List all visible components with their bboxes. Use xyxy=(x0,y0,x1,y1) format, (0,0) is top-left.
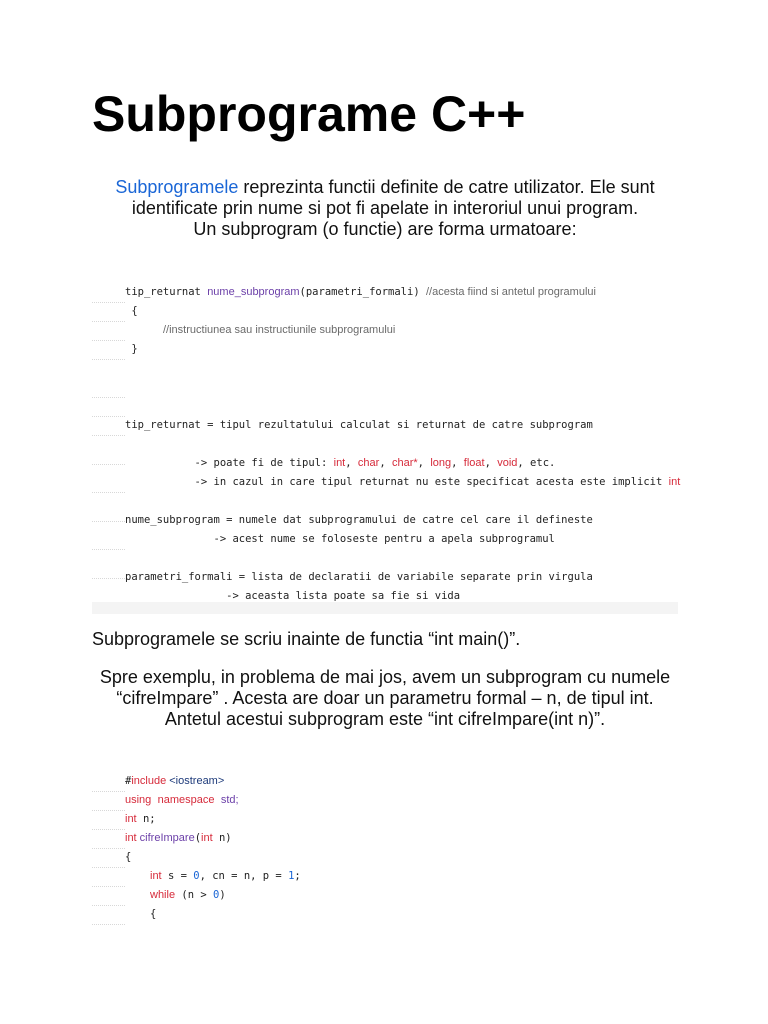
code-comment: //acesta fiind si antetul programului xyxy=(425,286,596,298)
code-function: cifreImpare xyxy=(136,832,195,844)
line-gutter xyxy=(92,868,125,887)
code-line xyxy=(92,830,678,849)
code-line xyxy=(92,398,678,417)
line-gutter xyxy=(92,531,125,550)
code-token: std; xyxy=(220,794,239,806)
code-token: (n > xyxy=(175,889,214,901)
line-gutter xyxy=(92,398,125,417)
code-token: nume_subprogram xyxy=(207,286,300,298)
line-gutter xyxy=(92,284,125,303)
code-token: -> in cazul in care tipul returnat nu este specificat acesta este implicit xyxy=(125,476,669,488)
code-token: { xyxy=(125,305,138,317)
type-keyword: int xyxy=(333,457,346,469)
code-line xyxy=(92,868,678,887)
code-keyword: int xyxy=(125,832,137,844)
code-line xyxy=(92,569,678,588)
line-gutter xyxy=(92,303,125,322)
code-token: tip_returnat xyxy=(125,286,208,298)
type-keyword: float xyxy=(463,457,485,469)
code-number: 0 xyxy=(213,889,220,901)
line-gutter xyxy=(92,830,125,849)
code-token: ; xyxy=(294,870,301,882)
code-line xyxy=(92,811,678,830)
example-text: Spre exemplu, in problema de mai jos, avem un subprogram cu numele “cifreImpare” . Acesta are doar un parametru formal – n, de tipul int. xyxy=(99,667,671,708)
code-token: n; xyxy=(136,813,156,825)
code-keyword: namespace xyxy=(157,794,215,806)
code-token: s = xyxy=(161,870,194,882)
code-line xyxy=(92,792,678,811)
code-token: # xyxy=(125,775,132,787)
code-token: , cn = n, p = xyxy=(199,870,289,882)
code-token: -> aceasta lista poate sa fie si vida xyxy=(125,590,461,602)
type-keyword: long xyxy=(430,457,452,469)
type-keyword: int xyxy=(668,476,681,488)
code-token: -> acest nume se foloseste pentru a apela subprogramul xyxy=(125,533,555,545)
code-token: (parametri_formali) xyxy=(299,286,426,298)
code-line xyxy=(92,284,678,303)
code-line xyxy=(92,531,678,550)
code-number: 0 xyxy=(193,870,200,882)
code-line xyxy=(92,887,678,906)
code-line xyxy=(92,849,678,868)
code-keyword: while xyxy=(150,889,176,901)
line-gutter xyxy=(92,906,125,925)
code-line xyxy=(92,341,678,360)
line-gutter xyxy=(92,849,125,868)
code-line xyxy=(92,379,678,398)
line-gutter xyxy=(92,773,125,792)
code-line xyxy=(92,906,678,925)
line-gutter xyxy=(92,417,125,436)
subprogramele-link[interactable]: Subprogramele xyxy=(115,177,239,197)
type-keyword: char xyxy=(357,457,380,469)
code-keyword: using xyxy=(125,794,152,806)
code-token: -> poate fi de tipul: xyxy=(125,457,334,469)
line-gutter xyxy=(92,474,125,493)
code-comment: //instructiunea sau instructiunile subprogramului xyxy=(163,324,396,336)
page-title: Subprograme C++ xyxy=(92,86,526,142)
type-keyword: void xyxy=(497,457,518,469)
code-line xyxy=(92,512,678,531)
code-token: ( xyxy=(194,832,202,844)
code-token: n) xyxy=(212,832,232,844)
code-block-bottom-bar xyxy=(92,602,678,614)
code-token: { xyxy=(150,908,157,920)
code-line xyxy=(92,773,678,792)
line-gutter xyxy=(92,322,125,341)
code-keyword: int xyxy=(150,870,162,882)
intro-line2: Un subprogram (o functie) are forma urmatoare: xyxy=(193,219,577,239)
code-token: tip_returnat = tipul rezultatului calculat si returnat de catre subprogram xyxy=(125,419,593,431)
line-gutter xyxy=(92,887,125,906)
line-gutter xyxy=(92,379,125,398)
code-token: } xyxy=(125,343,138,355)
code-keyword: int xyxy=(125,813,137,825)
code-number: 1 xyxy=(288,870,295,882)
code-token: parametri_formali = lista de declaratii de variabile separate prin virgula xyxy=(125,571,593,583)
intro-text: reprezinta functii definite de catre utilizator. Ele sunt identificate prin nume si pot fi apelate in interoriul unui program. xyxy=(131,177,655,218)
code-line xyxy=(92,322,678,341)
code-line: -> poate fi de tipul: int, char, char*, long, float, void, etc. xyxy=(125,457,556,469)
code-keyword: include xyxy=(131,775,167,787)
code-token: <iostream> xyxy=(166,775,225,787)
type-keyword: char* xyxy=(391,457,418,469)
code-keyword: int xyxy=(201,832,213,844)
antet-text: Antetul acestui subprogram este “int cifreImpare(int n)”. xyxy=(164,709,606,729)
code-token: { xyxy=(125,851,132,863)
intro-paragraph xyxy=(92,177,678,240)
paragraph-main-note: Subprogramele se scriu inainte de functia “int main()”. xyxy=(92,629,521,649)
code-line xyxy=(92,417,678,436)
code-line xyxy=(92,303,678,322)
code-token: , etc. xyxy=(517,457,556,469)
line-gutter xyxy=(92,792,125,811)
code-line xyxy=(92,474,681,493)
line-gutter xyxy=(92,811,125,830)
code-token: nume_subprogram = numele dat subprogramului de catre cel care il defineste xyxy=(125,514,593,526)
code-token: ) xyxy=(219,889,226,901)
line-gutter xyxy=(92,341,125,360)
example-paragraph xyxy=(92,667,678,730)
